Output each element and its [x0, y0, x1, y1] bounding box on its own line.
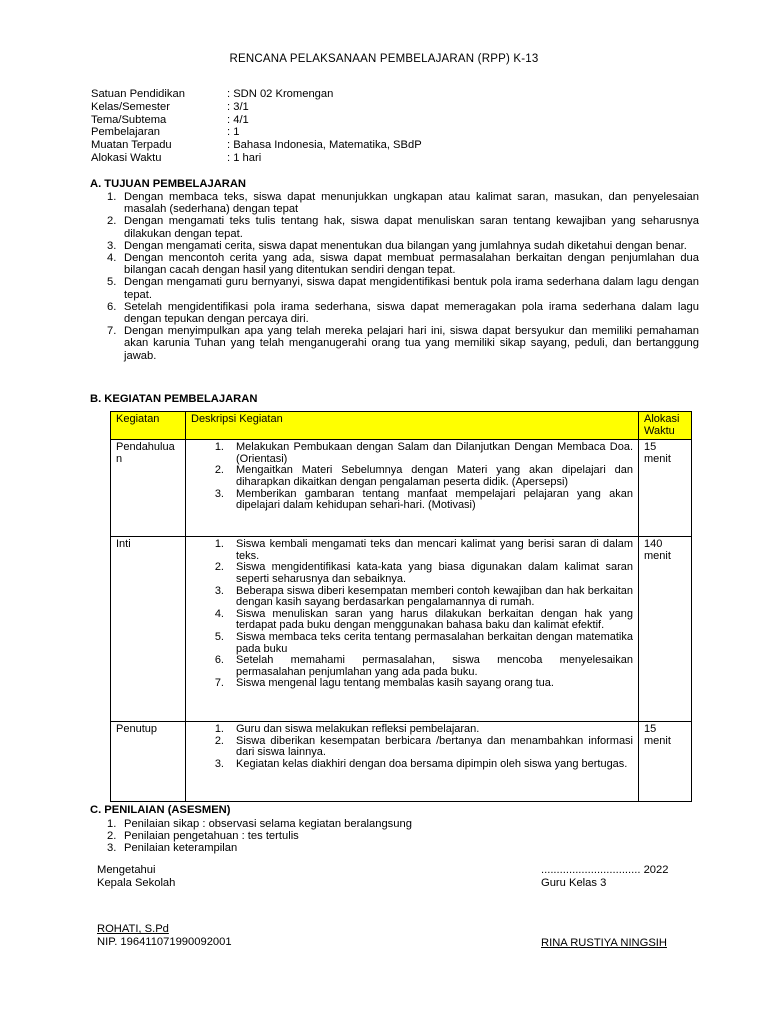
- meta-value: : 3/1: [227, 100, 249, 113]
- list-item: [107, 276, 699, 300]
- item-text: Siswa kembali mengamati teks dan mencari kalimat yang berisi saran di dalam teks.: [236, 538, 633, 562]
- list-item: [107, 240, 699, 252]
- item-number: 3.: [107, 842, 117, 855]
- item-text: Siswa mengidentifikasi kata-kata yang biasa digunakan dalam kalimat saran seperti seharusnya dan sebaiknya.: [236, 561, 633, 585]
- section-a-title: A. TUJUAN PEMBELAJARAN: [90, 178, 247, 190]
- guru-kelas-label: Guru Kelas 3: [541, 877, 607, 889]
- item-text: Melakukan Pembukaan dengan Salam dan Dilanjutkan Dengan Membaca Doa. (Orientasi): [236, 441, 633, 465]
- item-number: 5.: [214, 630, 224, 643]
- meta-row: [91, 139, 422, 152]
- list-item: [191, 442, 633, 465]
- document-title: RENCANA PELAKSANAAN PEMBELAJARAN (RPP) K-13: [229, 53, 539, 65]
- header-deskripsi: Deskripsi Kegiatan: [186, 412, 639, 440]
- kegiatan-cell: Pendahuluan: [111, 440, 186, 537]
- list-item: [191, 609, 633, 632]
- item-number: 1.: [214, 441, 224, 454]
- list-item: [191, 489, 633, 512]
- section-c-title: C. PENILAIAN (ASESMEN): [90, 804, 231, 816]
- kegiatan-table: [110, 411, 692, 802]
- deskripsi-cell: [186, 537, 639, 722]
- item-text: Penilaian keterampilan: [124, 842, 238, 855]
- tujuan-list: [107, 191, 699, 362]
- date-line: ................................ 2022: [541, 864, 669, 876]
- list-item: [107, 252, 699, 276]
- list-item: [191, 736, 633, 759]
- list-item: [191, 759, 633, 771]
- item-text: Beberapa siswa diberi kesempatan memberi contoh kewajiban dan hak berkaitan dengan kasih sayang berdasarkan pengalamannya di rumah.: [236, 584, 633, 609]
- item-text: Siswa mengenal lagu tentang membalas kasih sayang orang tua.: [236, 677, 554, 690]
- meta-row: [91, 101, 422, 114]
- table-header-row: [111, 412, 692, 440]
- item-number: 6.: [214, 654, 224, 667]
- step-list: [191, 724, 633, 770]
- item-text: Setelah memahami permasalahan, siswa mencoba menyelesaikan permasalahan penjumlahan yang ada pada buku.: [236, 654, 633, 678]
- item-text: Siswa membaca teks cerita tentang permasalahan berkaitan dengan matematika pada buku: [236, 630, 633, 655]
- step-list: [191, 539, 633, 690]
- meta-value: : SDN 02 Kromengan: [227, 88, 334, 100]
- item-number: 2.: [214, 464, 224, 477]
- meta-row: [91, 126, 422, 139]
- item-number: 3.: [214, 487, 224, 500]
- headmaster-nip: NIP. 196411071990092001: [97, 936, 232, 948]
- teacher-name: RINA RUSTIYA NINGSIH: [541, 937, 667, 949]
- item-number: 4.: [214, 607, 224, 620]
- list-item: [191, 632, 633, 655]
- table-row: [111, 440, 692, 537]
- item-number: 7.: [107, 325, 117, 338]
- meta-value: : 4/1: [227, 113, 249, 126]
- meta-value: : 1 hari: [227, 151, 262, 164]
- list-item: [107, 191, 699, 215]
- list-item: [191, 678, 633, 690]
- item-number: 3.: [214, 757, 224, 770]
- deskripsi-cell: [186, 440, 639, 537]
- meta-label: Satuan Pendidikan: [91, 88, 185, 100]
- item-text: Dengan menyimpulkan apa yang telah mereka pelajari hari ini, siswa dapat bersyukur dan memiliki pemahaman akan karunia Tuhan yang telah menganugerahi orang tua yang memiliki sikap sayang, peduli, dan bertanggung jawab.: [124, 325, 699, 362]
- item-number: 2.: [214, 561, 224, 574]
- meta-label: Alokasi Waktu: [91, 151, 162, 164]
- mengetahui-label: Mengetahui: [97, 864, 156, 876]
- header-alokasi: Alokasi Waktu: [639, 412, 692, 440]
- item-number: 7.: [214, 677, 224, 690]
- item-text: Siswa diberikan kesempatan berbicara /bertanya dan menambahkan informasi dari siswa lainnya.: [236, 734, 633, 759]
- list-item: [107, 215, 699, 239]
- kepala-sekolah-label: Kepala Sekolah: [97, 877, 176, 889]
- item-text: Dengan mengamati cerita, siswa dapat menentukan dua bilangan yang jumlahnya sudah diketahui dengan benar.: [124, 239, 687, 252]
- item-text: Guru dan siswa melakukan refleksi pembelajaran.: [236, 723, 480, 736]
- list-item: [191, 562, 633, 585]
- item-text: Dengan membaca teks, siswa dapat menunjukkan ungkapan atau kalimat saran, masukan, dan penyelesaian masalah (sederhana) dengan tepat: [124, 191, 699, 216]
- item-text: Kegiatan kelas diakhiri dengan doa bersama dipimpin oleh siswa yang bertugas.: [236, 757, 628, 770]
- meta-row: [91, 88, 422, 101]
- item-text: Dengan mengamati guru bernyanyi, siswa dapat mengidentifikasi bentuk pola irama sederhana dalam lagu dengan tepat.: [124, 276, 699, 301]
- step-list: [191, 442, 633, 512]
- item-text: Penilaian pengetahuan : tes tertulis: [124, 830, 299, 843]
- list-item: [107, 301, 699, 325]
- item-number: 3.: [107, 239, 117, 252]
- meta-label: Tema/Subtema: [91, 113, 167, 126]
- header-kegiatan: Kegiatan: [111, 412, 186, 440]
- item-text: Setelah mengidentifikasi pola irama sederhana, siswa dapat memeragakan pola irama sederhana dalam lagu dengan tepukan dengan percaya diri.: [124, 300, 699, 326]
- table-row: [111, 722, 692, 802]
- list-item: [107, 818, 507, 830]
- list-item: [191, 586, 633, 609]
- item-number: 6.: [107, 300, 117, 313]
- item-number: 4.: [107, 252, 117, 265]
- list-item: [107, 325, 699, 362]
- item-number: 2.: [107, 830, 117, 843]
- alokasi-cell: 15 menit: [639, 722, 692, 802]
- list-item: [107, 842, 507, 854]
- kegiatan-cell: Inti: [111, 537, 186, 722]
- item-text: Penilaian sikap : observasi selama kegiatan beralangsung: [124, 818, 412, 830]
- penilaian-list: [107, 818, 507, 855]
- meta-label: Pembelajaran: [91, 126, 161, 139]
- meta-label: Kelas/Semester: [91, 100, 170, 113]
- deskripsi-cell: [186, 722, 639, 802]
- item-number: 1.: [214, 538, 224, 551]
- identity-block: [91, 88, 422, 165]
- item-number: 3.: [214, 584, 224, 597]
- alokasi-cell: 15 menit: [639, 440, 692, 537]
- section-b-title: B. KEGIATAN PEMBELAJARAN: [90, 393, 258, 405]
- meta-value: : Bahasa Indonesia, Matematika, SBdP: [227, 139, 422, 152]
- item-text: Siswa menuliskan saran yang harus dilakukan berkaitan dengan hak yang terdapat pada buku dengan menggunakan bahasa baku dan kalimat efektif.: [236, 607, 633, 632]
- list-item: [107, 830, 507, 842]
- list-item: [191, 465, 633, 488]
- teacher-block: [541, 864, 668, 890]
- item-text: Memberikan gambaran tentang manfaat mempelajari pelajaran yang akan dipelajari dalam kehidupan sehari-hari. (Motivasi): [236, 487, 633, 512]
- item-text: Dengan mencontoh cerita yang ada, siswa dapat membuat permasalahan berkaitan dengan penjumlahan dua bilangan cacah dengan hasil yang ditentukan sendiri dengan tepat.: [124, 252, 699, 277]
- headmaster-identity: [97, 923, 232, 949]
- meta-value: : 1: [227, 126, 240, 139]
- headmaster-block: [97, 864, 175, 890]
- item-number: 2.: [214, 734, 224, 747]
- meta-row: [91, 114, 422, 127]
- item-number: 5.: [107, 276, 117, 289]
- meta-row: [91, 152, 422, 165]
- list-item: [191, 655, 633, 678]
- item-text: Dengan mengamati teks tulis tentang hak, siswa dapat menuliskan saran tentang kewajiban yang seharusnya dilakukan dengan tepat.: [124, 215, 699, 240]
- meta-label: Muatan Terpadu: [91, 139, 172, 152]
- table-row: [111, 537, 692, 722]
- kegiatan-cell: Penutup: [111, 722, 186, 802]
- item-number: 1.: [214, 723, 224, 736]
- item-number: 1.: [107, 191, 117, 203]
- item-number: 2.: [107, 215, 117, 228]
- item-number: 1.: [107, 818, 117, 830]
- list-item: [191, 539, 633, 562]
- item-text: Mengaitkan Materi Sebelumnya dengan Materi yang akan dipelajari dan diharapkan dikaitkan dengan pengalaman peserta didik. (Apersepsi): [236, 464, 633, 488]
- headmaster-name: ROHATI, S.Pd: [97, 923, 169, 935]
- alokasi-cell: 140 menit: [639, 537, 692, 722]
